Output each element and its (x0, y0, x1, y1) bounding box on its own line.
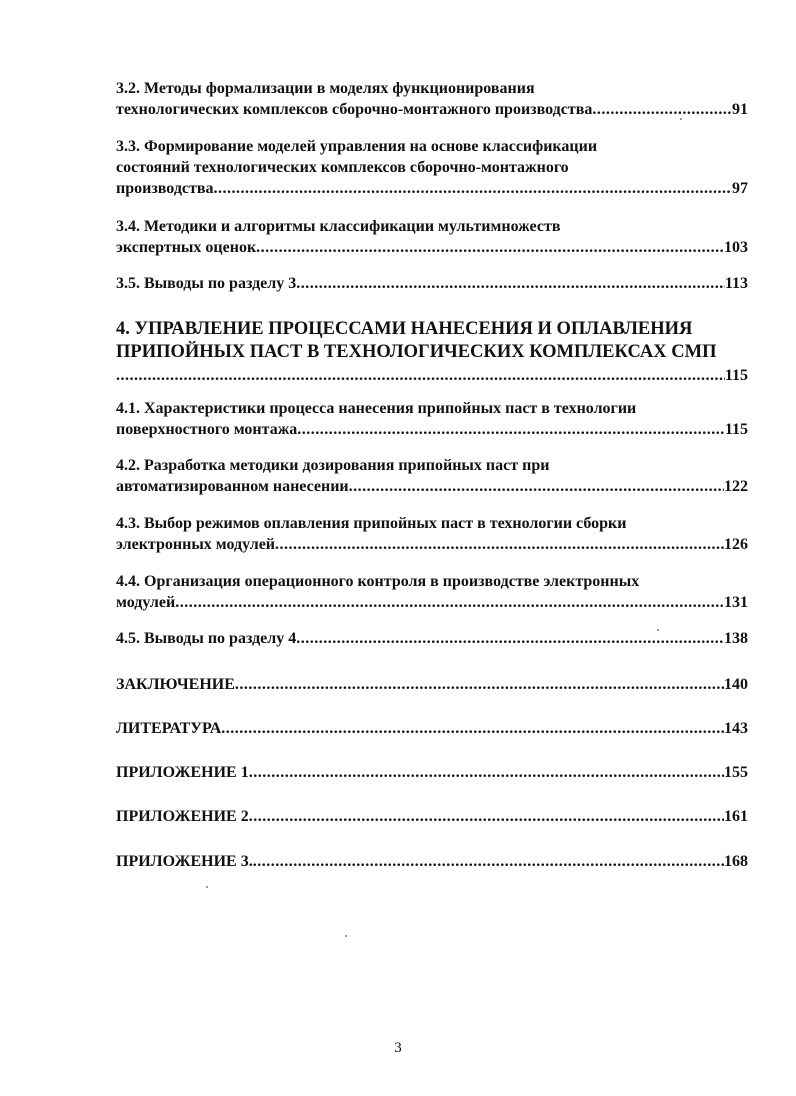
dot-leader (214, 178, 732, 199)
toc-entry-line: состояний технологических комплексов сборочно-монтажного (116, 159, 569, 176)
toc-entry-line: 3.4. Методики и алгоритмы классификации мультимножеств (116, 218, 561, 235)
toc-page-number: 91 (732, 101, 748, 118)
toc-page-number: 97 (732, 180, 748, 197)
toc-entry-title: ПРИЛОЖЕНИЕ 1 (116, 764, 249, 781)
toc-entry-3-5[interactable] (116, 273, 748, 294)
dot-leader (249, 762, 724, 783)
dot-leader (249, 806, 724, 827)
toc-entry-line: 3.2. Методы формализации в моделях функционирования (116, 80, 535, 97)
toc-entry-title: ЛИТЕРАТУРА (116, 720, 222, 737)
toc-entry-title-end: производства (116, 180, 214, 197)
dot-leader (235, 674, 724, 695)
toc-entry-chapter-4[interactable] (116, 318, 748, 387)
toc-entry-3-3[interactable] (116, 136, 748, 199)
toc-entry-appendix-3[interactable] (116, 851, 748, 872)
toc-entry-line: 4.4. Организация операционного контроля в производстве электронных (116, 573, 640, 590)
toc-entry-title-end: электронных модулей (116, 536, 276, 553)
dot-leader (296, 628, 724, 649)
scan-speck (680, 118, 682, 120)
toc-entry-appendix-1[interactable] (116, 762, 748, 783)
toc-page-number: 143 (724, 720, 748, 737)
toc-entry-appendix-2[interactable] (116, 806, 748, 827)
dot-leader (592, 99, 732, 120)
toc-page-number: 115 (724, 367, 748, 384)
toc-entry-3-2[interactable] (116, 78, 748, 120)
toc-page-number: 168 (724, 853, 748, 870)
toc-entry-4-2[interactable] (116, 455, 748, 497)
toc-entry-title-end: поверхностного монтажа (116, 421, 298, 438)
dot-leader (256, 237, 724, 258)
toc-entry-title: ПРИЛОЖЕНИЕ 2 (116, 808, 249, 825)
dot-leader (275, 534, 724, 555)
scan-speck (206, 886, 208, 888)
dot-leader (296, 273, 725, 294)
toc-entry-line: 3.3. Формирование моделей управления на основе классификации (116, 138, 598, 155)
toc-entry-title: ЗАКЛЮЧЕНИЕ (116, 676, 235, 693)
dot-leader (297, 419, 725, 440)
toc-page-number: 113 (724, 275, 748, 292)
toc-entry-title-end: автоматизированном нанесении (116, 478, 349, 495)
toc-page-number: 103 (724, 239, 748, 256)
page-number: 3 (394, 1040, 402, 1056)
dot-leader (253, 851, 724, 872)
toc-page-number: 122 (724, 478, 748, 495)
toc-entry-4-5[interactable] (116, 628, 748, 649)
dot-leader (349, 476, 724, 497)
toc-page-number: 126 (724, 536, 748, 553)
toc-page-number: 140 (724, 676, 748, 693)
toc-page-number: 161 (724, 808, 748, 825)
toc-entry-title-end: технологических комплексов сборочно-монтажного производства (116, 101, 593, 118)
toc-entry-line: 4.3. Выбор режимов оплавления припойных паст в технологии сборки (116, 515, 627, 532)
dot-leader (116, 364, 725, 387)
scan-speck (345, 935, 347, 937)
toc-entry-3-4[interactable] (116, 216, 748, 258)
toc-entry-4-1[interactable] (116, 398, 748, 440)
toc-entry-line: 4.1. Характеристики процесса нанесения припойных паст в технологии (116, 400, 637, 417)
toc-page-number: 155 (724, 764, 748, 781)
toc-entry-conclusion[interactable] (116, 674, 748, 695)
toc-chapter-line: ПРИПОЙНЫХ ПАСТ В ТЕХНОЛОГИЧЕСКИХ КОМПЛЕКСАХ СМП (116, 342, 717, 362)
toc-chapter-line: 4. УПРАВЛЕНИЕ ПРОЦЕССАМИ НАНЕСЕНИЯ И ОПЛАВЛЕНИЯ (116, 319, 693, 339)
toc-entry-title: 3.5. Выводы по разделу 3 (116, 275, 297, 292)
toc-page-number: 131 (724, 594, 748, 611)
toc-entry-title-end: модулей (116, 594, 176, 611)
dot-leader (221, 718, 724, 739)
toc-entry-4-4[interactable] (116, 571, 748, 613)
toc-entry-title-end: экспертных оценок (116, 239, 257, 256)
dot-leader (175, 592, 724, 613)
toc-entry-title: ПРИЛОЖЕНИЕ 3. (116, 853, 253, 870)
toc-page-number: 115 (724, 421, 748, 438)
toc-entry-line: 4.2. Разработка методики дозирования припойных паст при (116, 457, 550, 474)
toc-entry-4-3[interactable] (116, 513, 748, 555)
toc-entry-title: 4.5. Выводы по разделу 4 (116, 630, 297, 647)
toc-entry-literature[interactable] (116, 718, 748, 739)
toc-page-number: 138 (724, 630, 748, 647)
scan-speck (657, 629, 659, 631)
